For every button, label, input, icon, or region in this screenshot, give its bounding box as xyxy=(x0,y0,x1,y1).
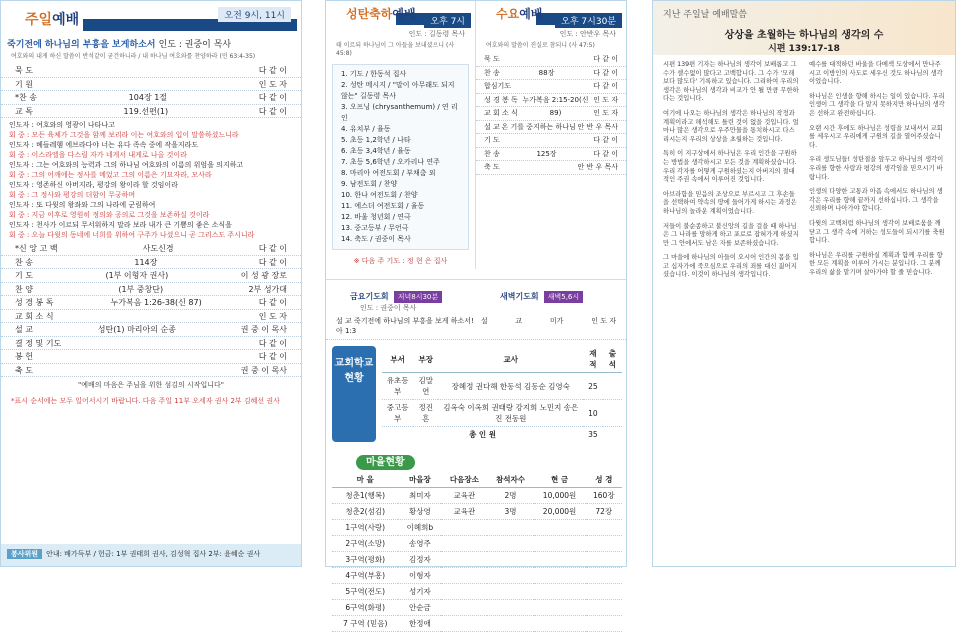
sermon-body xyxy=(653,55,955,525)
table-cell xyxy=(441,568,487,584)
row-item: 봉 헌 xyxy=(15,352,33,361)
table-cell: 10,000원 xyxy=(534,488,586,504)
sermon-paragraph: 저들이 불순종하고 불신앙의 길을 걸을 때 하나님은 그 나라를 망하게 하고 포로로 잡혀가게 하셨지만 그 안에서도 남은 자를 보존하셨습니다. xyxy=(663,222,799,247)
table-cell xyxy=(441,552,487,568)
table-cell: 20,000원 xyxy=(534,504,586,520)
row-item: 찬 송 xyxy=(484,149,500,158)
table-cell xyxy=(534,520,586,536)
table-cell: 이형자 xyxy=(398,568,441,584)
table-cell: 성기자 xyxy=(398,584,441,600)
row-item: *신 앙 고 백 xyxy=(15,244,58,253)
table-cell xyxy=(487,616,533,632)
sermon-panel xyxy=(652,0,956,567)
table-cell xyxy=(534,552,586,568)
row-item: 합심기도 xyxy=(484,82,512,90)
row-item: 설 교 xyxy=(15,325,33,334)
header-cell: 마 을 xyxy=(332,472,398,488)
table-row xyxy=(332,600,622,616)
service-row xyxy=(1,364,301,378)
table-cell xyxy=(586,584,622,600)
row-item: 결 정 및 기도 xyxy=(15,338,62,348)
service-row xyxy=(1,310,301,324)
table-cell: 25 xyxy=(583,373,603,400)
table-cell xyxy=(487,536,533,552)
table-cell xyxy=(487,600,533,616)
dawn-cell: 인 도 자 xyxy=(591,317,616,325)
row-detail: 누가복음 1:26-38(신 87) xyxy=(110,298,202,307)
reading-line: 회 중 : 이스라엘을 다스릴 자가 네게서 내게로 나올 것이라 xyxy=(9,151,187,159)
christmas-preacher: 인도 : 길동령 목사 xyxy=(408,30,465,38)
service-row xyxy=(1,105,301,119)
table-cell xyxy=(534,536,586,552)
table-cell xyxy=(534,600,586,616)
service-row xyxy=(476,67,626,81)
sunday-intro: 여호와의 내게 하신 말씀이 반석같이 굳건하니라 / 내 하나님 여호와를 찬양하라 (민 63:4-35) xyxy=(11,53,256,60)
program-item: 6. 초등 3,4학년 / 율동 xyxy=(341,147,411,155)
table-cell: 7 구역 (믿음) xyxy=(332,616,398,632)
reading-line: 회 중 : 그 정사와 평강의 더함이 무궁하며 xyxy=(9,191,136,199)
header-cell: 재적 xyxy=(583,346,603,373)
table-cell xyxy=(441,536,487,552)
table-row xyxy=(332,488,622,504)
row-detail xyxy=(500,161,578,174)
service-row xyxy=(476,161,626,175)
reading-line: 회 중 : 모든 육체가 그것을 함께 보리라 이는 여호와의 입이 말씀하셨느니라 xyxy=(9,131,239,139)
table-cell xyxy=(586,536,622,552)
table-cell: 2구역(소망) xyxy=(332,536,398,552)
row-leader: 다 같 이 xyxy=(258,66,287,75)
program-item: 7. 초등 5,6학년 / 오카리나 연주 xyxy=(341,158,440,166)
wednesday-time: 오후 7시30분 xyxy=(555,13,622,28)
friday-prayer: 금요기도회 저녁8시30분 인도 : 권중이 목사 xyxy=(326,284,476,313)
row-detail xyxy=(33,364,241,377)
row-detail: 114장 xyxy=(134,257,158,267)
sermon-paragraph: 하나님은 인생을 향해 하시는 일이 있습니다. 우리 인생이 그 생각을 다 알지 못하지만 하나님의 생각은 선하고 완전하십니다. xyxy=(809,92,945,117)
village-table xyxy=(332,472,622,632)
row-item: 찬 양 xyxy=(15,284,33,294)
service-row xyxy=(476,121,626,135)
dawn-cell: 미가 xyxy=(549,317,564,325)
table-row xyxy=(332,584,622,600)
table-cell: 정진흔 xyxy=(413,400,438,427)
school-table xyxy=(382,346,622,442)
sermon-paragraph: 예수를 대적하던 바울을 다메섹 도상에서 만나주시고 이방인의 사도로 세우신 것도 하나님의 생각이었습니다. xyxy=(809,61,943,86)
program-item: 13. 중고등부 / 무언극 xyxy=(341,224,409,232)
header-cell: 다음장소 xyxy=(441,472,487,488)
service-row xyxy=(1,91,301,105)
row-leader: 다 같 이 xyxy=(258,93,287,102)
row-detail xyxy=(500,53,594,66)
program-item: 1. 기도 / 한동석 집사 xyxy=(341,70,407,78)
row-item: 묵 도 xyxy=(484,55,500,63)
service-row xyxy=(1,242,301,256)
service-row xyxy=(1,64,301,78)
row-item: 찬 송 xyxy=(484,68,500,77)
table-cell: 3구역(평화) xyxy=(332,552,398,568)
row-detail xyxy=(500,134,594,147)
table-cell: 5구역(전도) xyxy=(332,584,398,600)
sunday-time: 오전 9시, 11시 xyxy=(218,7,291,22)
program-item: 11. 에스더 여전도회 / 율동 xyxy=(341,202,425,210)
row-leader: 다 같 이 xyxy=(258,352,287,361)
dawn-cell: 설 xyxy=(480,317,488,325)
row-leader: 안 반 우 목사 xyxy=(577,163,618,171)
row-leader: 다 같 이 xyxy=(258,106,287,116)
table-cell xyxy=(586,616,622,632)
service-row xyxy=(1,256,301,270)
row-detail xyxy=(33,350,259,363)
table-cell: 교육관 xyxy=(441,488,487,504)
table-header xyxy=(332,472,622,488)
table-cell: 유초등부 xyxy=(382,373,413,400)
row-detail: (1부 이형자 권사) xyxy=(105,271,169,280)
table-row xyxy=(332,520,622,536)
table-cell: 청춘1(행복) xyxy=(332,488,398,504)
table-row xyxy=(382,373,622,400)
sermon-paragraph: 아브라함을 믿음의 조상으로 부르시고 그 후손들을 선택하여 약속의 땅에 들어가게 하시는 과정은 하나님의 놀라운 계획이었습니다. xyxy=(663,190,797,215)
table-cell: 최미자 xyxy=(398,488,441,504)
sermon-paragraph: 하나님은 우리를 구원하실 계획과 함께 우리를 향한 모든 계획을 이루어 가시는 분입니다. 그 분께 우리의 삶을 맡기며 살아가야 할 줄 믿습니다. xyxy=(809,251,943,276)
table-cell xyxy=(487,552,533,568)
volunteers-footer xyxy=(1,544,301,566)
total-row xyxy=(382,427,622,443)
christmas-section: 성탄축하예배 오후 7시 인도 : 길동령 목사 태 이르되 하나님이 그 아들을 보내셨으니 (사 45:8) 1. 기도 / 한동석 집사 2. 성탄 메시지 / "말이 아무래도 되지 않는" 길동령 목사 3. 오프닝 (chrysanthemum) / 연 리인 4. 유치부 / 율동 5. 초등 1,2학년 / 나타 6. 초등 3,4학년 / 율동 7. 초등 5,6학년 / 오카리나 연주 8. 마리아 여전도회 / 부채춤 외 9. 남전도회 / 찬양 10. 한나 여전도회 / 찬양 11. 에스더 여전도회 / 율동 12. 바울 청년회 / 연극 13. 중고등부 / 무언극 14. 축도 / 권중이 목사 ※ 다음 주 기도 : 정 현 은 집사 xyxy=(326,1,476,269)
header-cell: 출석 xyxy=(603,346,622,373)
table-cell xyxy=(586,568,622,584)
service-row xyxy=(1,350,301,364)
row-leader: 다 같 이 xyxy=(258,244,287,253)
row-leader: 다 같 이 xyxy=(593,149,618,158)
school-section xyxy=(326,346,626,442)
table-cell: 3명 xyxy=(487,504,533,520)
table-cell xyxy=(534,568,586,584)
table-cell xyxy=(534,616,586,632)
program-item: 3. 오프닝 (chrysanthemum) / 연 리인 xyxy=(341,103,458,122)
service-row xyxy=(1,337,301,351)
table-cell: 72장 xyxy=(586,504,622,520)
row-leader: 다 같 이 xyxy=(258,257,287,267)
row-leader: 다 같 이 xyxy=(593,136,618,144)
program-item: 10. 한나 여전도회 / 찬양 xyxy=(341,191,418,199)
responsive-reading xyxy=(1,118,301,242)
village-title: 마을현황 xyxy=(356,450,626,469)
sunday-theme: 죽기전에 하나님의 부흥을 보게하소서 인도 : 권중이 목사 xyxy=(7,40,232,50)
events-panel xyxy=(325,0,627,628)
row-item: 축 도 xyxy=(484,163,500,171)
table-cell xyxy=(487,568,533,584)
row-detail xyxy=(33,78,259,91)
table-cell: 4구역(부흥) xyxy=(332,568,398,584)
wednesday-order xyxy=(476,53,626,175)
table-cell: 김말연 xyxy=(413,373,438,400)
row-detail xyxy=(54,310,259,323)
row-item: 설 교 xyxy=(484,122,500,131)
dawn-cell: 교 xyxy=(515,317,523,325)
service-row xyxy=(1,269,301,283)
service-row xyxy=(1,78,301,92)
table-row xyxy=(332,536,622,552)
row-leader: 다 같 이 xyxy=(593,82,618,90)
service-row xyxy=(476,80,626,94)
row-detail xyxy=(518,107,594,120)
row-detail: 125장 xyxy=(536,149,557,158)
table-cell: 중고등부 xyxy=(382,400,413,427)
service-row xyxy=(1,323,301,337)
row-leader: 다 같 이 xyxy=(258,338,287,348)
reading-line: 인도자 : 천사가 이르되 무서워하지 말라 보라 내가 큰 기쁨의 좋은 소식을 xyxy=(9,221,232,229)
header-cell: 마을장 xyxy=(398,472,441,488)
row-leader: 2부 성가대 xyxy=(248,284,287,294)
table-cell xyxy=(487,520,533,536)
standing-note: *표시 순서에는 모두 일어서시기 바랍니다. 다음 주일 11부 오세자 권사 2부 김혜선 권사 xyxy=(11,397,280,405)
table-cell xyxy=(586,552,622,568)
service-row xyxy=(1,283,301,297)
table-cell xyxy=(603,400,622,427)
row-leader: 다 같 이 xyxy=(593,55,618,63)
total-label: 총 인 원 xyxy=(469,430,497,439)
service-row xyxy=(476,134,626,148)
program-item: 4. 유치부 / 율동 xyxy=(341,125,391,133)
table-row xyxy=(332,616,622,632)
table-cell: 1구역(사랑) xyxy=(332,520,398,536)
row-leader: 권 중 이 목사 xyxy=(240,365,287,375)
reading-line: 회 중 : 오늘 다윗의 동네에 너희를 위하여 구주가 나셨으니 곧 그리스도 주시니라 xyxy=(9,231,255,239)
header-cell: 참석자수 xyxy=(487,472,533,488)
row-detail: 온 기를 중지하는 하나님 xyxy=(501,122,576,131)
school-title: 교회학교 현황 xyxy=(332,346,376,442)
sermon-ref: 시편 139:17-18 xyxy=(768,44,840,54)
reading-line: 인도자 : 여호와의 영광이 나타나고 xyxy=(9,121,115,129)
program-item: 9. 남전도회 / 찬양 xyxy=(341,180,398,188)
table-cell xyxy=(441,616,487,632)
sermon-paragraph: 우리 생도님들! 성탄절을 앞두고 하나님의 생각이 우리를 향한 사랑과 평강의 생각임을 믿으시기 바랍니다. xyxy=(809,156,944,181)
service-row xyxy=(476,148,626,162)
program-item: 14. 축도 / 권중이 목사 xyxy=(341,235,411,243)
row-leader: 이 성 광 장로 xyxy=(240,271,287,280)
table-header xyxy=(382,346,622,373)
row-leader: 인 도 자 xyxy=(593,95,618,104)
sunday-worship-panel xyxy=(0,0,302,567)
total-value: 35 xyxy=(588,430,598,439)
sermon-paragraph: 그 마을에 하나님의 아들이 오시어 인간의 몸을 입고 십자가에 죽으심으로 우리의 죄를 대신 짊어지셨습니다. 이것이 하나님의 생각입니다. xyxy=(663,254,799,279)
row-item: 교 독 xyxy=(15,106,33,116)
row-detail xyxy=(33,64,259,77)
reading-line: 인도자 : 그는 여호와의 능력과 그의 하나님 여호와의 이름의 위엄을 의지하고 xyxy=(9,161,244,169)
program-item: 8. 마리아 여전도회 / 부채춤 외 xyxy=(341,169,436,177)
row-leader: 다 같 이 xyxy=(593,68,618,77)
header-cell: 부장 xyxy=(413,346,438,373)
row-item: 교 회 소 식 xyxy=(484,109,518,117)
row-leader: 인 도 자 xyxy=(258,311,287,321)
table-cell: 6구역(화평) xyxy=(332,600,398,616)
row-detail xyxy=(61,337,258,350)
sermon-paragraph: 인생의 다양한 고통과 아픔 속에서도 하나님의 생각은 우리를 향해 끝까지 선하십니다. 그 생각을 신뢰하며 나아가야 합니다. xyxy=(809,188,943,213)
row-item: 축 도 xyxy=(15,365,33,375)
service-row xyxy=(476,53,626,67)
sermon-top xyxy=(653,1,955,55)
volunteers-text: 안내: 배가득부 / 헌금: 1부 권태희 권사, 김성혁 집사 2부: 윤혜순 권사 xyxy=(46,550,261,558)
program-item: 2. 성탄 메시지 / "말이 아무래도 되지 않는" 길동령 목사 xyxy=(341,81,455,100)
row-item: 성 경 봉 독 xyxy=(484,95,518,104)
christmas-time: 오후 7시 xyxy=(424,13,471,28)
header-cell: 성 경 xyxy=(586,472,622,488)
christmas-program xyxy=(332,64,469,250)
table-cell: 교육관 xyxy=(441,504,487,520)
table-cell xyxy=(534,584,586,600)
table-cell: 송영주 xyxy=(398,536,441,552)
christmas-note: ※ 다음 주 기도 : 정 현 은 집사 xyxy=(353,257,448,265)
table-cell xyxy=(586,520,622,536)
table-cell: 10 xyxy=(583,400,603,427)
sermon-paragraph: 다윗의 고백처럼 하나님의 생각이 보배로움을 깨닫고 그 생각 속에 거하는 성도들이 되시기를 축원합니다. xyxy=(809,219,945,245)
volunteers-badge: 봉사위원 xyxy=(7,549,42,559)
dawn-prayer: 새벽기도회 새벽5,6시 xyxy=(476,284,626,313)
row-detail xyxy=(511,80,593,93)
order-of-service-2 xyxy=(1,242,301,377)
table-cell: 한정애 xyxy=(398,616,441,632)
row-leader: 다 같 이 xyxy=(258,298,287,307)
program-item: 5. 초등 1,2학년 / 나타 xyxy=(341,136,411,144)
table-cell: 김정자 xyxy=(398,552,441,568)
table-cell: 안순금 xyxy=(398,600,441,616)
table-cell: 청춘2(섬김) xyxy=(332,504,398,520)
row-detail: 88장 xyxy=(538,68,555,77)
sermon-label: 지난 주일날 예배말씀 xyxy=(663,10,747,20)
sermon-paragraph: 여기에 나오는 하나님의 생각은 하나님의 작정과 계획이라고 해석해도 틀린 것이 없을 것입니다. 얼마나 많은 생각으로 우주만물을 통치하시고 다스리시는지 우리의 상상을 초월하는 것입니다. xyxy=(663,109,799,143)
row-detail: 119.선편(1) xyxy=(123,106,169,116)
service-row xyxy=(476,107,626,121)
table-cell xyxy=(586,600,622,616)
row-item: 찬 송 xyxy=(15,257,33,267)
reading-line: 인도자 : 베들레헴 에브라다야 너는 유다 족속 중에 작을지라도 xyxy=(9,141,199,149)
row-item: 묵 도 xyxy=(15,66,33,75)
wednesday-section: 수요예배 오후 7시30분 인도 : 안반우 목사 여호와의 말씀이 진실로 참되니 (사 47:5) 묵 도 다 같 이 찬 송 88장 다 같 이 합심기도 다 같 이 성 경 봉 독 누가복음 2:15-20(신 89) 인 도 자 교 회 소 식 인 도 자 설 교 온 기를 중지하는 하나님 안 반 우 목사 기 도 다 같 이 찬 송 125장 다 같 이 축 도 안 반 우 목사 xyxy=(476,1,626,269)
row-leader: 인 도 자 xyxy=(593,109,618,117)
table-cell: 2명 xyxy=(487,488,533,504)
row-detail: (1부 중창단) xyxy=(118,284,164,294)
wednesday-intro: 여호와의 말씀이 진실로 참되니 (사 47:5) xyxy=(486,42,595,49)
reading-line: 인도자 : 영존하신 아버지라, 평강의 왕이라 할 것임이라 xyxy=(9,181,178,189)
table-cell xyxy=(441,520,487,536)
row-item: 기 원 xyxy=(15,79,33,89)
reading-line: 인도자 : 또 다윗의 왕좌와 그의 나라에 군림하여 xyxy=(9,201,156,209)
table-row xyxy=(332,568,622,584)
table-cell: 김옥숙 이옥희 권태랑 강지희 노민지 송은진 전동원 xyxy=(438,400,583,427)
program-item: 12. 바울 청년회 / 연극 xyxy=(341,213,411,221)
table-cell: 이혜희b xyxy=(398,520,441,536)
reading-line: 회 중 : 그의 어깨에는 정사를 메었고 그의 이름은 기묘자라, 모사라 xyxy=(9,171,212,179)
header-cell: 교사 xyxy=(438,346,583,373)
reading-line: 회 중 : 지금 이후로 영원히 정의와 공의로 그것을 보존하실 것이라 xyxy=(9,211,210,219)
sunday-title: 주일예배 xyxy=(25,12,80,28)
prayer-rows: 설 교 죽기전에 하나님의 부흥을 보게 하소서! 아 1:3 설 교 미가 인 도 자 xyxy=(326,313,626,340)
row-item: 교 회 소 식 xyxy=(15,311,54,321)
wednesday-preacher: 인도 : 안반우 목사 xyxy=(559,30,616,38)
evening-headers xyxy=(326,1,626,269)
row-detail: 성탄(1) 마리아의 순종 xyxy=(97,325,176,334)
header-cell: 현 금 xyxy=(534,472,586,488)
table-cell xyxy=(603,373,622,400)
sermon-paragraph: 시편 139편 기자는 하나님의 생각이 보배롭고 그 수가 셀수없이 많다고 고백합니다. 그 수가 '모래보다 많도다' 기록하고 있습니다. 그리하여 우리의 생각은 하나님의 생각과 비교가 안 될 만큼 무한하다는 것입니다. xyxy=(663,61,799,103)
prayer-headers xyxy=(326,279,626,313)
sermon-title: 상상을 초월하는 하나님의 생각의 수 xyxy=(724,30,884,41)
table-cell xyxy=(487,584,533,600)
row-item: 기 도 xyxy=(484,136,500,144)
row-leader: 안 반 우 목사 xyxy=(577,122,618,131)
table-row xyxy=(332,504,622,520)
row-detail: 104장 1절 xyxy=(128,93,168,102)
table-cell: 160장 xyxy=(586,488,622,504)
row-detail: 사도신경 xyxy=(142,244,174,253)
table-cell: 황상영 xyxy=(398,504,441,520)
table-cell xyxy=(441,600,487,616)
row-leader: 인 도 자 xyxy=(258,79,287,89)
table-row xyxy=(382,400,622,427)
service-row xyxy=(1,296,301,310)
row-item: *찬 송 xyxy=(15,93,37,102)
row-item: 기 도 xyxy=(15,271,33,280)
table-cell: 장혜정 권다해 한동석 김동순 김영숙 xyxy=(438,373,583,400)
sermon-paragraph: 특히 이 지구상에서 하나님은 우리 인간을 구원하는 방법을 생각하시고 모든 것을 계획하셨습니다. 우리 각자를 어떻게 구원하셨는지 아버지의 절대적인 주권 속에서 이루어진 것입니다. xyxy=(663,150,797,184)
table-cell xyxy=(441,584,487,600)
order-of-service xyxy=(1,64,301,118)
row-detail: 누가복음 2:15-20(신 89) xyxy=(522,95,589,117)
row-leader: 권 중 이 목사 xyxy=(240,325,287,334)
sunday-header xyxy=(1,1,301,35)
table-row xyxy=(332,552,622,568)
sermon-paragraph: 오랜 시간 후에도 하나님은 성령을 보내셔서 교회를 세우시고 우리에게 구원의 길을 열어주셨습니다. xyxy=(809,124,943,149)
christmas-intro: 태 이르되 하나님이 그 아들을 보내셨으니 (사 45:8) xyxy=(336,42,455,57)
header-cell: 부서 xyxy=(382,346,413,373)
row-item: 성 경 봉 독 xyxy=(15,298,54,307)
caption: "예배의 마음은 주님을 위한 섬김의 시작입니다" xyxy=(77,381,225,389)
